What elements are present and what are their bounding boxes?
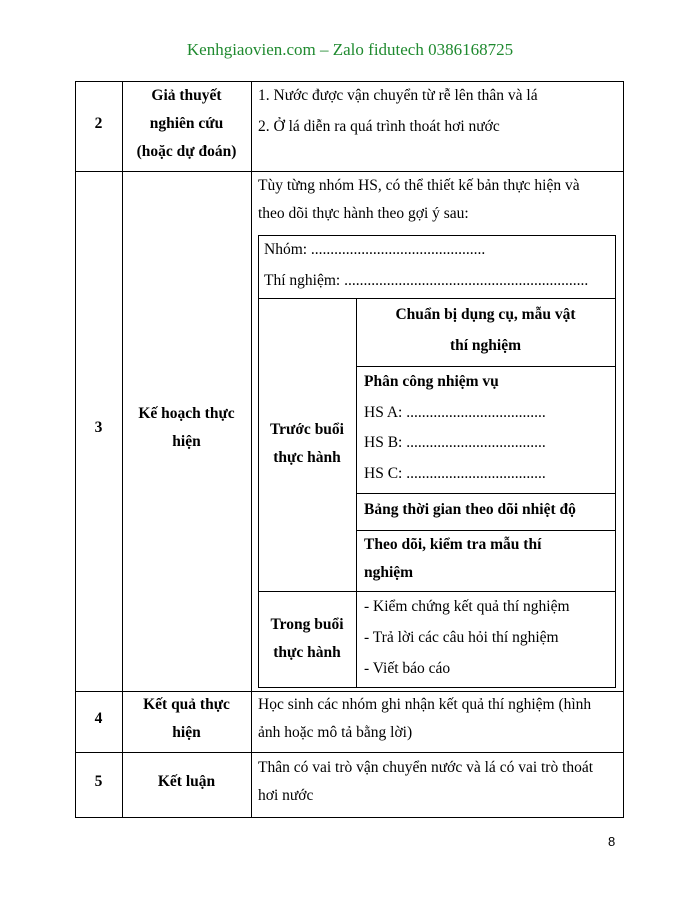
row-number: 3: [94, 419, 103, 436]
row-content: 2. Ở lá diễn ra quá trình thoát hơi nước: [258, 118, 500, 135]
experiment-field: Thí nghiệm: ...............................................................: [264, 272, 589, 289]
row-label: nghiên cứu: [149, 115, 224, 132]
row-label: hiện: [172, 433, 201, 450]
before-practice-label: thực hành: [273, 449, 341, 466]
during-task: - Kiểm chứng kết quả thí nghiệm: [364, 598, 570, 615]
row-label: Kết luận: [157, 773, 216, 790]
row-content: Học sinh các nhóm ghi nhận kết quả thí nghiệm (hình: [258, 696, 592, 713]
assign-title: Phân công nhiệm vụ: [364, 373, 499, 390]
prep-heading: Chuẩn bị dụng cụ, mẫu vật: [395, 306, 576, 323]
during-task: - Trả lời các câu hỏi thí nghiệm: [364, 629, 559, 646]
during-practice-label: thực hành: [273, 644, 341, 661]
row-label: Giả thuyết: [151, 87, 222, 104]
row-label: Kết quả thực: [143, 696, 230, 713]
assign-line: HS C: ....................................: [364, 465, 546, 482]
document-header: Kenhgiaovien.com – Zalo fidutech 0386168725: [186, 40, 514, 59]
row-content: 1. Nước được vận chuyển từ rễ lên thân và lá: [258, 87, 538, 104]
row-label: Kế hoạch thực: [138, 405, 235, 422]
during-task: - Viết báo cáo: [364, 660, 451, 677]
monitor-label: Theo dõi, kiểm tra mẫu thí: [364, 536, 542, 553]
assign-line: HS B: ....................................: [364, 434, 546, 451]
row-number: 2: [94, 115, 103, 132]
before-practice-label: Trước buổi: [269, 421, 344, 438]
timetable-label: Bảng thời gian theo dõi nhiệt độ: [364, 501, 576, 518]
assign-line: HS A: ....................................: [364, 404, 546, 421]
row-content: hơi nước: [258, 787, 314, 804]
row-number: 5: [94, 773, 103, 790]
group-field: Nhóm: .............................................: [264, 241, 486, 258]
plan-intro: theo dõi thực hành theo gợi ý sau:: [258, 205, 469, 222]
page-number: 8: [608, 834, 616, 849]
monitor-label: nghiệm: [364, 564, 414, 581]
row-content: Thân có vai trò vận chuyển nước và lá có vai trò thoát: [258, 759, 594, 776]
plan-intro: Tùy từng nhóm HS, có thể thiết kế bản thực hiện và: [258, 177, 580, 194]
prep-heading: thí nghiệm: [449, 337, 522, 354]
row-label: hiện: [172, 724, 201, 741]
during-practice-label: Trong buổi: [270, 616, 344, 633]
row-label: (hoặc dự đoán): [136, 143, 237, 160]
row-number: 4: [94, 710, 103, 727]
row-content: ảnh hoặc mô tả bằng lời): [258, 724, 413, 741]
